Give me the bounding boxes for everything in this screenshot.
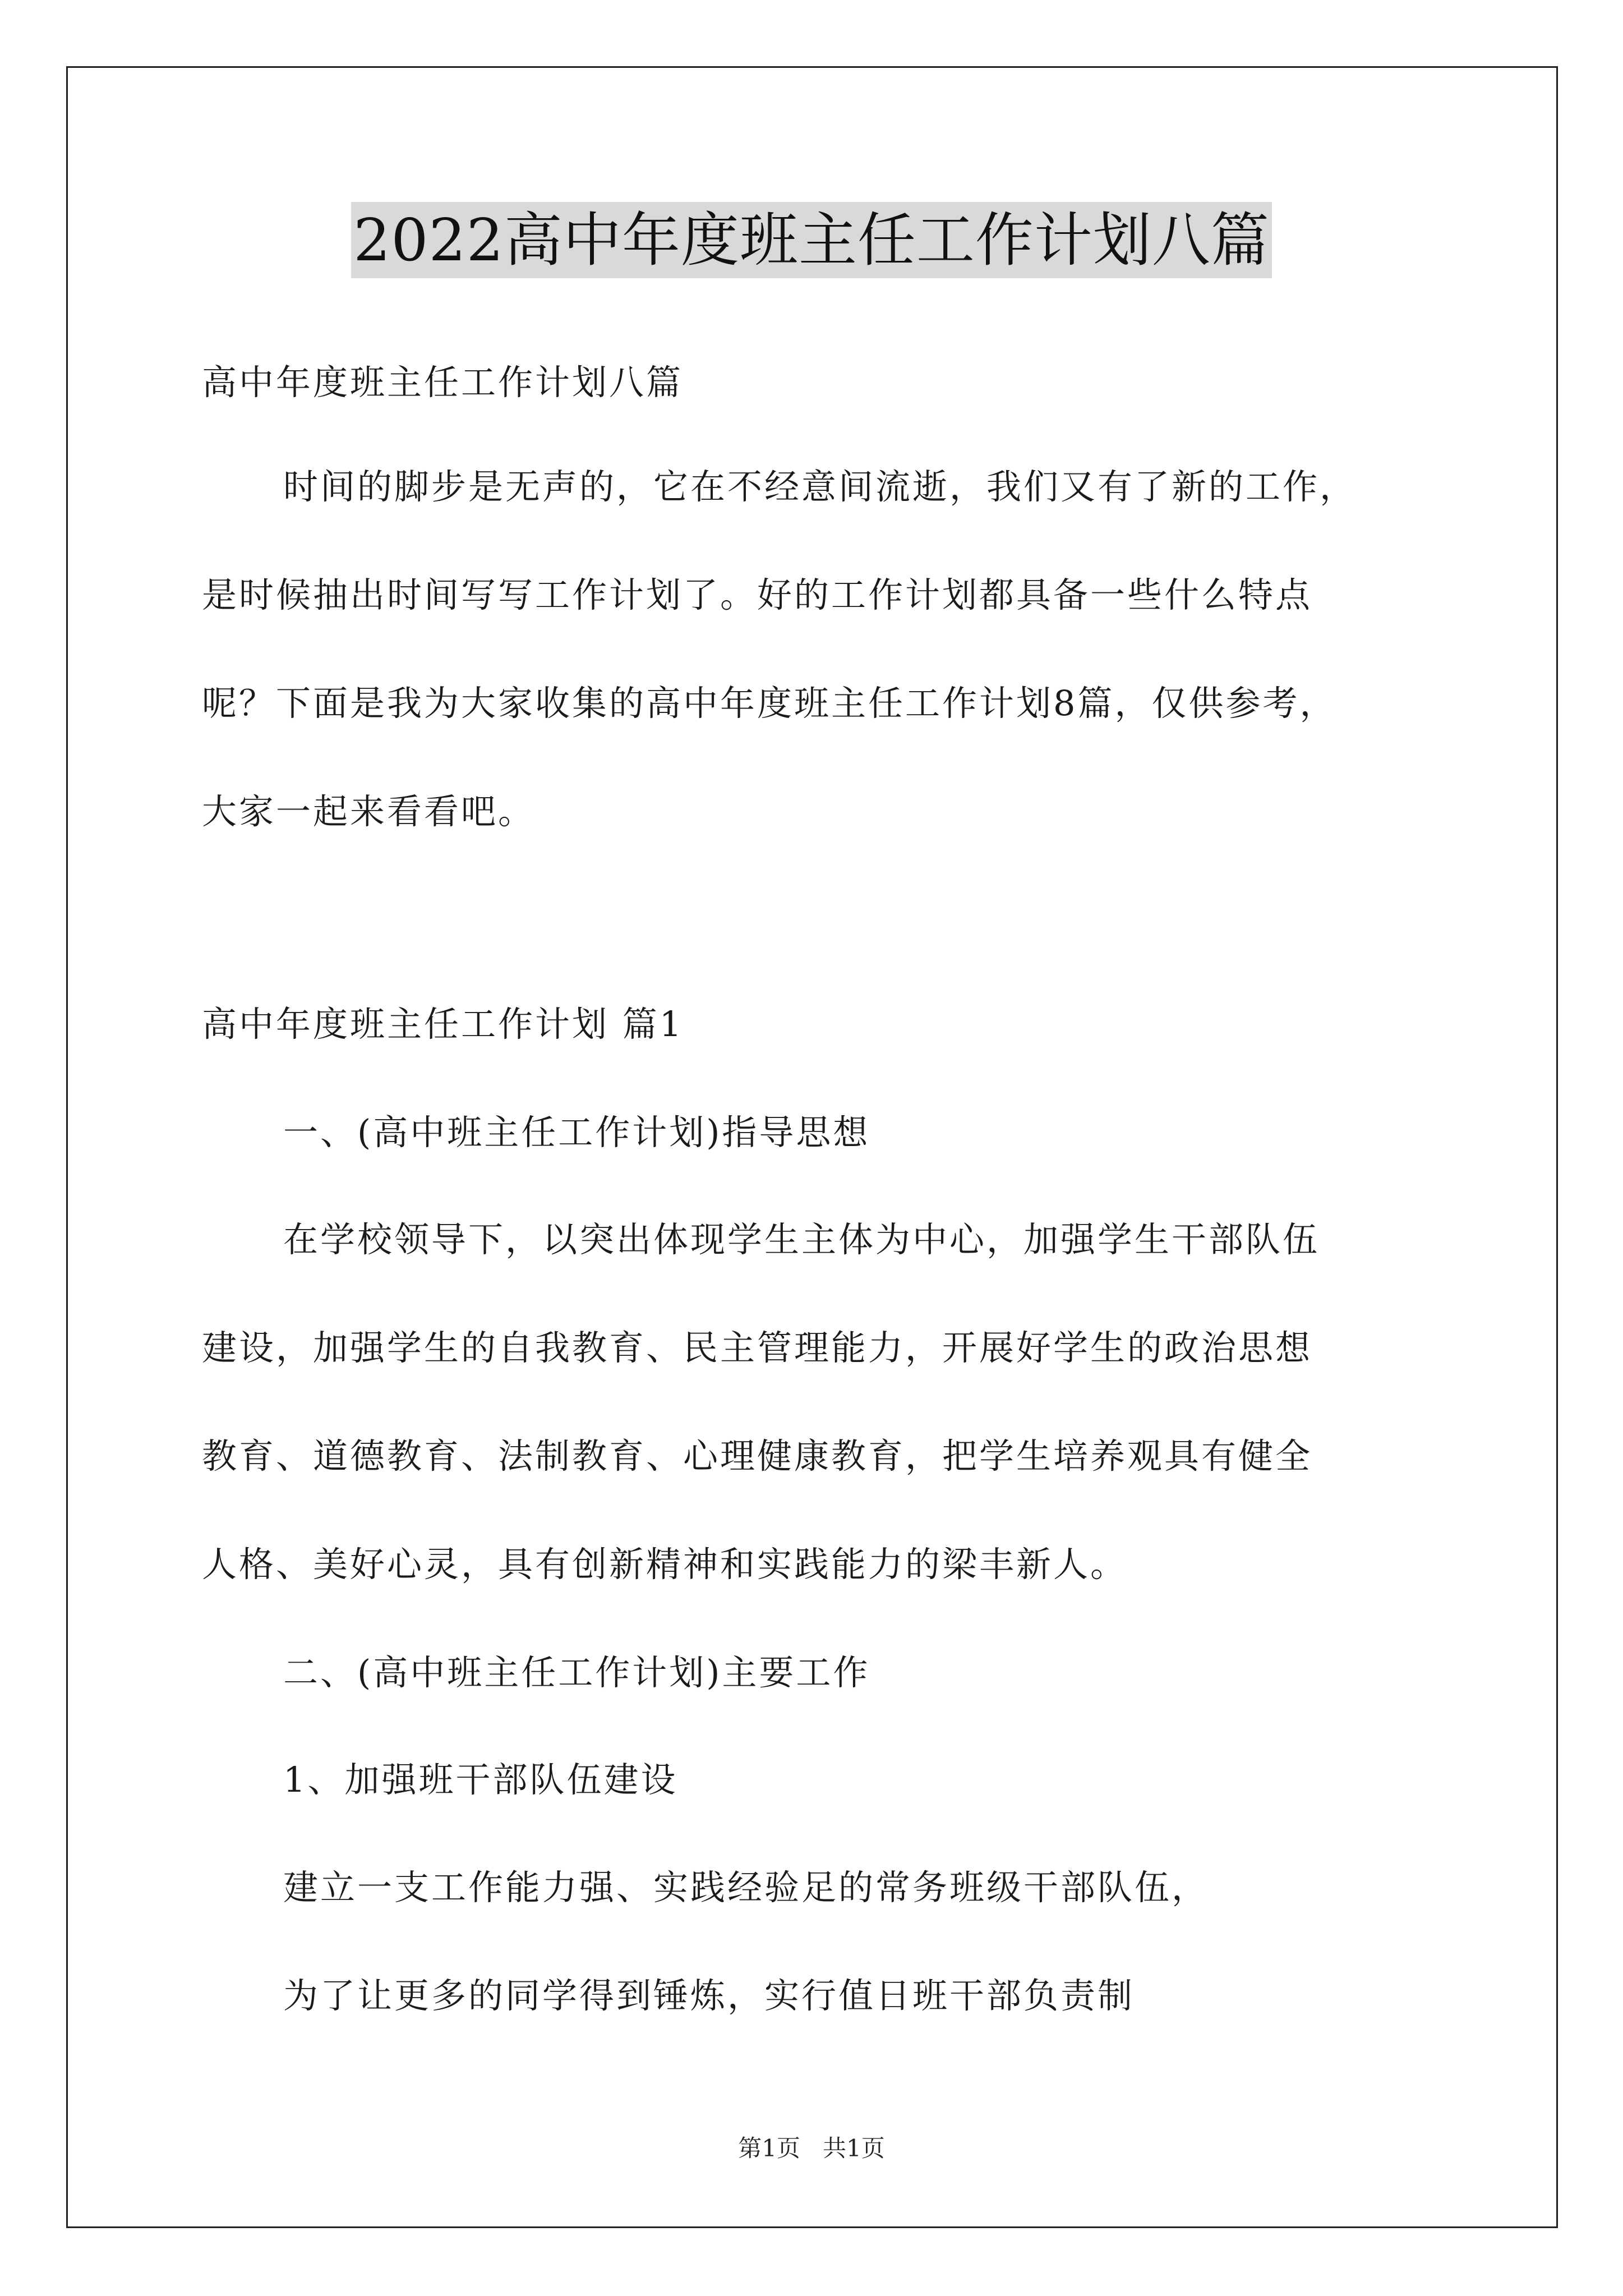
page-total: 共1页 — [823, 2134, 885, 2162]
page-footer — [0, 2133, 1623, 2164]
document-title: 2022高中年度班主任工作计划八篇 — [351, 202, 1272, 278]
paragraph-line: 时间的脚步是无声的，它在不经意间流逝，我们又有了新的工作， — [283, 466, 1357, 507]
subsection-heading: 二、(高中班主任工作计划)主要工作 — [283, 1652, 870, 1693]
paragraph-line: 教育、道德教育、法制教育、心理健康教育，把学生培养观具有健全 — [202, 1435, 1313, 1476]
title-container — [0, 202, 1623, 278]
list-item: 1、加强班干部队伍建设 — [283, 1759, 678, 1800]
paragraph-line: 呢？下面是我为大家收集的高中年度班主任工作计划8篇，仅供参考， — [202, 683, 1337, 724]
paragraph-line: 人格、美好心灵，具有创新精神和实践能力的梁丰新人。 — [202, 1544, 1128, 1585]
subsection-heading: 一、(高中班主任工作计划)指导思想 — [283, 1112, 870, 1153]
section-heading: 高中年度班主任工作计划 篇1 — [202, 1004, 684, 1045]
paragraph-line: 大家一起来看看吧。 — [202, 791, 536, 832]
paragraph-line: 建立一支工作能力强、实践经验足的常务班级干部队伍， — [283, 1867, 1209, 1908]
subtitle-line: 高中年度班主任工作计划八篇 — [202, 362, 684, 403]
paragraph-line: 是时候抽出时间写写工作计划了。好的工作计划都具备一些什么特点 — [202, 574, 1313, 615]
page-number: 第1页 — [738, 2134, 800, 2162]
paragraph-line: 建设，加强学生的自我教育、民主管理能力，开展好学生的政治思想 — [202, 1327, 1313, 1368]
paragraph-line: 在学校领导下，以突出体现学生主体为中心，加强学生干部队伍 — [283, 1219, 1320, 1260]
paragraph-line: 为了让更多的同学得到锤炼，实行值日班干部负责制 — [283, 1975, 1135, 2016]
